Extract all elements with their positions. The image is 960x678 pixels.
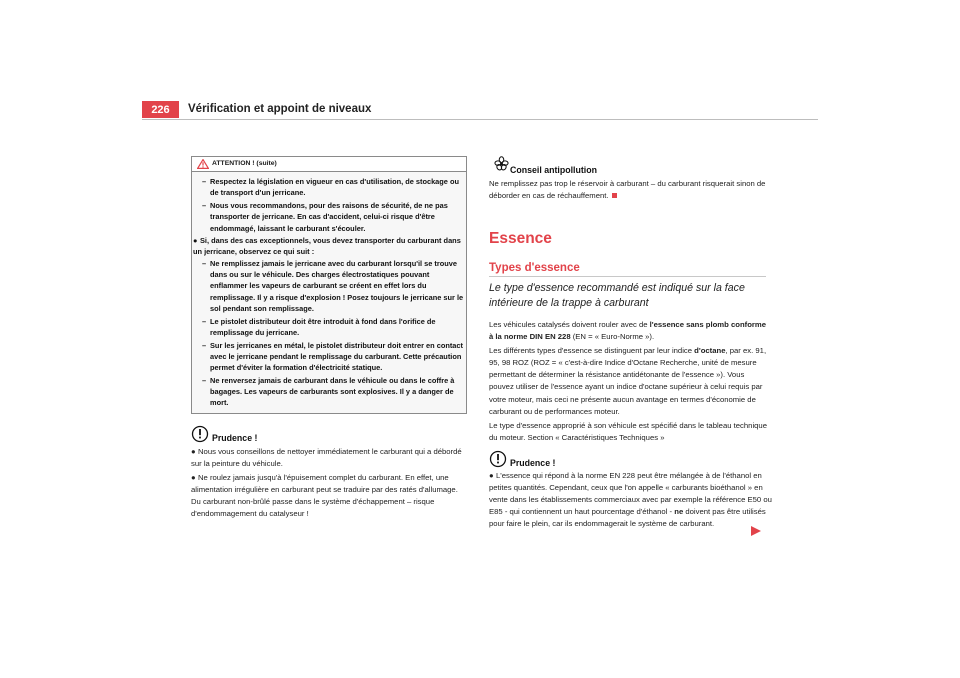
caution-left-item-2: ● Ne roulez jamais jusqu'à l'épuisement complet du carburant. En effet, une alimentation irrégulière en carburant peut se traduire par des ratés d'allumage. Du carburant non-brûlé passe dans le système d'échappement – risque d'endommagement du catalyseur ! [191,472,458,518]
caution-left-item-1: ● Nous vous conseillons de nettoyer immédiatement le carburant qui a débordé sur la peinture du véhicule. [191,447,462,469]
sub-heading: Types d'essence [489,262,580,274]
warning-item-2: – Nous vous recommandons, pour des raisons de sécurité, de ne pas transporter de jerricane. En cas d'accident, celui-ci risque d'être endommagé, laissant le carburant s'écouler. [202,200,448,233]
body-paragraph-2: Les différents types d'essence se distinguent par leur indice d'octane, par ex. 91, 95, 98 ROZ (ROZ = « c'est-à-dire Indice d'Octane Recherche, unité de mesure permettant de déterminer la résistance antidétonante de l'essence »). Vous pouvez utiliser de l'essence ayant un indice d'octane supérieur à celui requis par votre moteur, mais ceci ne présente aucun avantage en termes d'économie de carburant ou de performances moteur. [489,346,767,416]
caution-text-right [489,470,772,532]
eco-flower-icon [494,156,509,171]
body-paragraph-1: Les véhicules catalysés doivent rouler avec de l'essence sans plomb conforme à la norme DIN EN 228 (EN = « Euro-Norme »). [489,320,766,342]
caution-right-item-1: ● L'essence qui répond à la norme EN 228 peut être mélangée à de l'éthanol en petites quantités. Cependant, ceux que l'on appelle « carburants bioéthanol » en vente dans les établissements commerciaux avec par exemple la référence E50 ou E85 - qui contiennent un haut pourcentage d'éthanol - ne doivent pas être utilisés pour faire le plein, car ils endommagerait le système de carburant. [489,471,772,529]
caution-title-left: Prudence ! [212,433,258,443]
section-heading: Essence [489,230,552,247]
page-number: 226 [142,101,179,118]
warning-item-4: – Ne remplissez jamais le jerricane avec du carburant lorsqu'il se trouve dans ou sur le véhicule. Des charges électrostatiques pouvant enflammer les vapeurs de carburant se créent en effet lors du remplissage. Il y a risque d'explosion ! Posez toujours le jerricane sur le sol pendant son remplissage. [202,258,464,314]
caution-icon [191,425,209,443]
italic-intro: Le type d'essence recommandé est indiqué sur la face intérieure de la trappe à carburant [489,282,745,309]
eco-tip-title: Conseil antipollution [510,165,597,175]
caution-text-left [191,446,467,522]
continue-arrow-icon [750,525,762,537]
sub-heading-rule [489,276,766,277]
warning-item-3: ● Si, dans des cas exceptionnels, vous devez transporter du carburant dans un jerricane, observez ce qui suit : [193,236,461,257]
warning-item-5: – Le pistolet distributeur doit être introduit à fond dans l'orifice de remplissage du jerricane. [202,316,436,338]
warning-box-title: ATTENTION ! (suite) [212,160,277,167]
end-of-section-marker [612,193,617,198]
header-rule [142,119,818,120]
warning-item-6: – Sur les jerricanes en métal, le pistolet distributeur doit entrer en contact avec le jerricane pendant le remplissage du carburant. Cette précaution permet d'éviter la formation d'électricité statique. [202,340,463,373]
body-paragraph-3: Le type d'essence approprié à son véhicule est spécifié dans le tableau technique du moteur. Section « Caractéristiques Techniques » [489,420,767,442]
warning-item-1: – Respectez la législation en vigueur en cas d'utilisation, de stockage ou de transport d'un jerricane. [202,177,460,198]
warning-box-body [193,176,465,410]
caution-icon [489,450,507,468]
eco-tip-text: Ne remplissez pas trop le réservoir à carburant – du carburant risquerait sinon de déborder en cas de réchauffement. [489,179,766,201]
caution-title-right: Prudence ! [510,458,556,468]
body-text [489,319,771,446]
warning-item-7: – Ne renversez jamais de carburant dans le véhicule ou dans le coffre à bagages. Les vapeurs de carburants sont explosives. Il y a danger de mort. [202,375,455,408]
warning-triangle-icon [197,159,209,169]
warning-box-header [192,157,466,172]
running-header-title: Vérification et appoint de niveaux [188,103,372,115]
